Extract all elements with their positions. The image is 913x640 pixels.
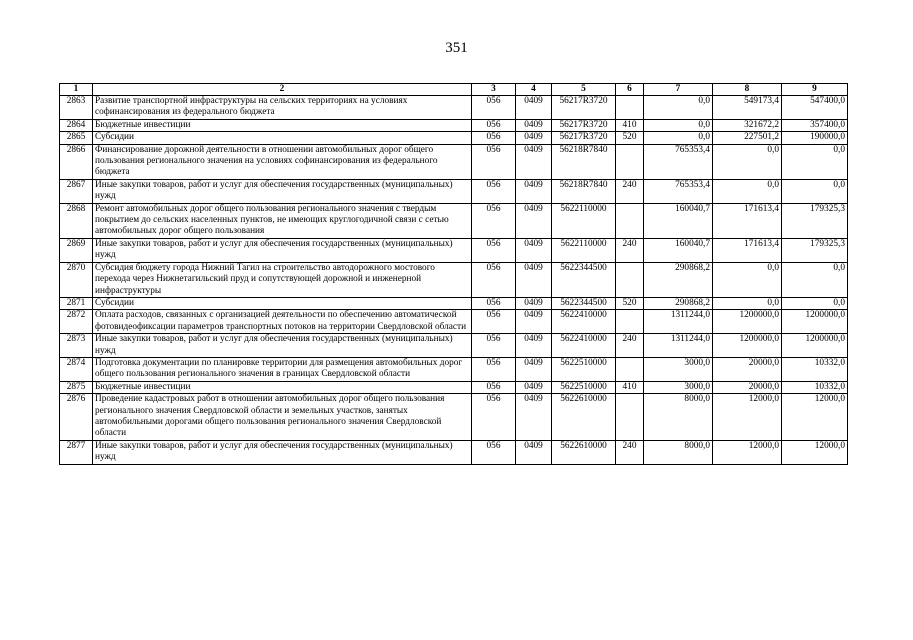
- section-cell: 0409: [516, 381, 552, 393]
- amount-cell: 171613,4: [713, 203, 782, 238]
- amount-cell: 20000,0: [713, 381, 782, 393]
- amount-cell: 10332,0: [782, 381, 848, 393]
- code-cell: 056: [472, 132, 516, 144]
- amount-cell: 12000,0: [713, 440, 782, 464]
- row-number-cell: 2869: [60, 238, 93, 262]
- amount-cell: 0,0: [782, 297, 848, 309]
- target-code-cell: 5622610000: [552, 440, 616, 464]
- code-cell: 056: [472, 179, 516, 203]
- section-cell: 0409: [516, 394, 552, 441]
- amount-cell: 0,0: [782, 144, 848, 179]
- header-cell: 4: [516, 84, 552, 96]
- amount-cell: 12000,0: [782, 440, 848, 464]
- amount-cell: 290868,2: [644, 262, 713, 297]
- header-cell: 7: [644, 84, 713, 96]
- code-cell: 056: [472, 262, 516, 297]
- table-row: [60, 119, 848, 131]
- amount-cell: 160040,7: [644, 238, 713, 262]
- amount-cell: 0,0: [782, 262, 848, 297]
- section-cell: 0409: [516, 238, 552, 262]
- table-row: [60, 262, 848, 297]
- amount-cell: 357400,0: [782, 119, 848, 131]
- table-row: [60, 96, 848, 120]
- section-cell: 0409: [516, 119, 552, 131]
- table-row: [60, 132, 848, 144]
- description-cell: Субсидии: [93, 132, 472, 144]
- section-cell: 0409: [516, 132, 552, 144]
- amount-cell: 160040,7: [644, 203, 713, 238]
- expense-type-cell: 240: [616, 334, 644, 358]
- code-cell: 056: [472, 381, 516, 393]
- section-cell: 0409: [516, 144, 552, 179]
- description-cell: Подготовка документации по планировке территории для размещения автомобильных дорог общего пользования регионального значения в границах Свердловской области: [93, 357, 472, 381]
- table-row: [60, 144, 848, 179]
- code-cell: 056: [472, 357, 516, 381]
- amount-cell: 179325,3: [782, 203, 848, 238]
- code-cell: 056: [472, 119, 516, 131]
- amount-cell: 1200000,0: [782, 334, 848, 358]
- amount-cell: 0,0: [713, 144, 782, 179]
- code-cell: 056: [472, 310, 516, 334]
- amount-cell: 547400,0: [782, 96, 848, 120]
- expense-type-cell: 410: [616, 381, 644, 393]
- expense-type-cell: 240: [616, 440, 644, 464]
- description-cell: Бюджетные инвестиции: [93, 381, 472, 393]
- table-body: [60, 96, 848, 465]
- amount-cell: 0,0: [644, 132, 713, 144]
- header-cell: 9: [782, 84, 848, 96]
- amount-cell: 290868,2: [644, 297, 713, 309]
- section-cell: 0409: [516, 262, 552, 297]
- section-cell: 0409: [516, 310, 552, 334]
- description-cell: Иные закупки товаров, работ и услуг для обеспечения государственных (муниципальных) нужд: [93, 179, 472, 203]
- row-number-cell: 2875: [60, 381, 93, 393]
- amount-cell: 1200000,0: [782, 310, 848, 334]
- section-cell: 0409: [516, 179, 552, 203]
- expense-type-cell: [616, 357, 644, 381]
- amount-cell: 3000,0: [644, 357, 713, 381]
- description-cell: Иные закупки товаров, работ и услуг для обеспечения государственных (муниципальных) нужд: [93, 334, 472, 358]
- header-cell: 5: [552, 84, 616, 96]
- amount-cell: 171613,4: [713, 238, 782, 262]
- target-code-cell: 5622344500: [552, 262, 616, 297]
- expense-type-cell: [616, 203, 644, 238]
- description-cell: Иные закупки товаров, работ и услуг для обеспечения государственных (муниципальных) нужд: [93, 440, 472, 464]
- amount-cell: 0,0: [713, 179, 782, 203]
- code-cell: 056: [472, 96, 516, 120]
- amount-cell: 190000,0: [782, 132, 848, 144]
- row-number-cell: 2876: [60, 394, 93, 441]
- description-cell: Бюджетные инвестиции: [93, 119, 472, 131]
- expense-type-cell: [616, 394, 644, 441]
- table-row: [60, 357, 848, 381]
- header-cell: 1: [60, 84, 93, 96]
- amount-cell: 12000,0: [782, 394, 848, 441]
- row-number-cell: 2871: [60, 297, 93, 309]
- amount-cell: 1311244,0: [644, 310, 713, 334]
- target-code-cell: 5622110000: [552, 238, 616, 262]
- target-code-cell: 5622410000: [552, 334, 616, 358]
- expense-type-cell: [616, 262, 644, 297]
- amount-cell: 1200000,0: [713, 334, 782, 358]
- code-cell: 056: [472, 297, 516, 309]
- section-cell: 0409: [516, 357, 552, 381]
- target-code-cell: 5622344500: [552, 297, 616, 309]
- amount-cell: 321672,2: [713, 119, 782, 131]
- expense-type-cell: [616, 310, 644, 334]
- amount-cell: 765353,4: [644, 144, 713, 179]
- amount-cell: 549173,4: [713, 96, 782, 120]
- budget-table: [59, 83, 848, 465]
- code-cell: 056: [472, 440, 516, 464]
- row-number-cell: 2877: [60, 440, 93, 464]
- target-code-cell: 5622510000: [552, 381, 616, 393]
- code-cell: 056: [472, 394, 516, 441]
- expense-type-cell: [616, 144, 644, 179]
- table-row: [60, 297, 848, 309]
- amount-cell: 8000,0: [644, 440, 713, 464]
- expense-type-cell: 240: [616, 238, 644, 262]
- page-number: 351: [445, 40, 468, 56]
- table-row: [60, 179, 848, 203]
- amount-cell: 1200000,0: [713, 310, 782, 334]
- amount-cell: 0,0: [713, 262, 782, 297]
- amount-cell: 179325,3: [782, 238, 848, 262]
- target-code-cell: 56217R3720: [552, 96, 616, 120]
- code-cell: 056: [472, 238, 516, 262]
- row-number-cell: 2867: [60, 179, 93, 203]
- table-row: [60, 310, 848, 334]
- target-code-cell: 5622410000: [552, 310, 616, 334]
- table-row: [60, 334, 848, 358]
- amount-cell: 0,0: [644, 119, 713, 131]
- target-code-cell: 56217R3720: [552, 132, 616, 144]
- row-number-cell: 2870: [60, 262, 93, 297]
- target-code-cell: 5622610000: [552, 394, 616, 441]
- expense-type-cell: 520: [616, 132, 644, 144]
- section-cell: 0409: [516, 334, 552, 358]
- row-number-cell: 2864: [60, 119, 93, 131]
- target-code-cell: 5622510000: [552, 357, 616, 381]
- description-cell: Субсидии: [93, 297, 472, 309]
- target-code-cell: 5622110000: [552, 203, 616, 238]
- target-code-cell: 56217R3720: [552, 119, 616, 131]
- code-cell: 056: [472, 144, 516, 179]
- description-cell: Иные закупки товаров, работ и услуг для обеспечения государственных (муниципальных) нужд: [93, 238, 472, 262]
- description-cell: Ремонт автомобильных дорог общего пользования регионального значения с твердым покрытием до сельских населенных пунктов, не имеющих круглогодичной связи с сетью автомобильных дорог общего пользования: [93, 203, 472, 238]
- description-cell: Оплата расходов, связанных с организацией деятельности по обеспечению автоматической фотовидеофиксации параметров транспортных потоков на территории Свердловской области: [93, 310, 472, 334]
- target-code-cell: 56218R7840: [552, 144, 616, 179]
- code-cell: 056: [472, 334, 516, 358]
- description-cell: Субсидия бюджету города Нижний Тагил на строительство автодорожного мостового перехода через Нижнетагильский пруд и сопутствующей дорожной и инженерной инфраструктуры: [93, 262, 472, 297]
- description-cell: Финансирование дорожной деятельности в отношении автомобильных дорог общего пользования регионального значения на условиях софинансирования из федерального бюджета: [93, 144, 472, 179]
- header-row: [60, 84, 848, 96]
- amount-cell: 1311244,0: [644, 334, 713, 358]
- amount-cell: 0,0: [782, 179, 848, 203]
- expense-type-cell: [616, 96, 644, 120]
- table-row: [60, 381, 848, 393]
- expense-type-cell: 520: [616, 297, 644, 309]
- header-cell: 2: [93, 84, 472, 96]
- expense-type-cell: 410: [616, 119, 644, 131]
- description-cell: Проведение кадастровых работ в отношении автомобильных дорог общего пользования регионального значения Свердловской области и земельных участков, занятых автомобильными дорогами общего пользования регионального значения Свердловской области: [93, 394, 472, 441]
- section-cell: 0409: [516, 297, 552, 309]
- header-cell: 6: [616, 84, 644, 96]
- amount-cell: 0,0: [713, 297, 782, 309]
- row-number-cell: 2872: [60, 310, 93, 334]
- section-cell: 0409: [516, 440, 552, 464]
- table-row: [60, 238, 848, 262]
- amount-cell: 12000,0: [713, 394, 782, 441]
- section-cell: 0409: [516, 96, 552, 120]
- row-number-cell: 2863: [60, 96, 93, 120]
- header-cell: 8: [713, 84, 782, 96]
- amount-cell: 765353,4: [644, 179, 713, 203]
- amount-cell: 8000,0: [644, 394, 713, 441]
- amount-cell: 227501,2: [713, 132, 782, 144]
- table-row: [60, 203, 848, 238]
- description-cell: Развитие транспортной инфраструктуры на сельских территориях на условиях софинансирования из федерального бюджета: [93, 96, 472, 120]
- amount-cell: 0,0: [644, 96, 713, 120]
- row-number-cell: 2868: [60, 203, 93, 238]
- amount-cell: 3000,0: [644, 381, 713, 393]
- row-number-cell: 2873: [60, 334, 93, 358]
- amount-cell: 10332,0: [782, 357, 848, 381]
- section-cell: 0409: [516, 203, 552, 238]
- table-row: [60, 394, 848, 441]
- row-number-cell: 2865: [60, 132, 93, 144]
- amount-cell: 20000,0: [713, 357, 782, 381]
- code-cell: 056: [472, 203, 516, 238]
- expense-type-cell: 240: [616, 179, 644, 203]
- row-number-cell: 2866: [60, 144, 93, 179]
- row-number-cell: 2874: [60, 357, 93, 381]
- header-cell: 3: [472, 84, 516, 96]
- target-code-cell: 56218R7840: [552, 179, 616, 203]
- table-row: [60, 440, 848, 464]
